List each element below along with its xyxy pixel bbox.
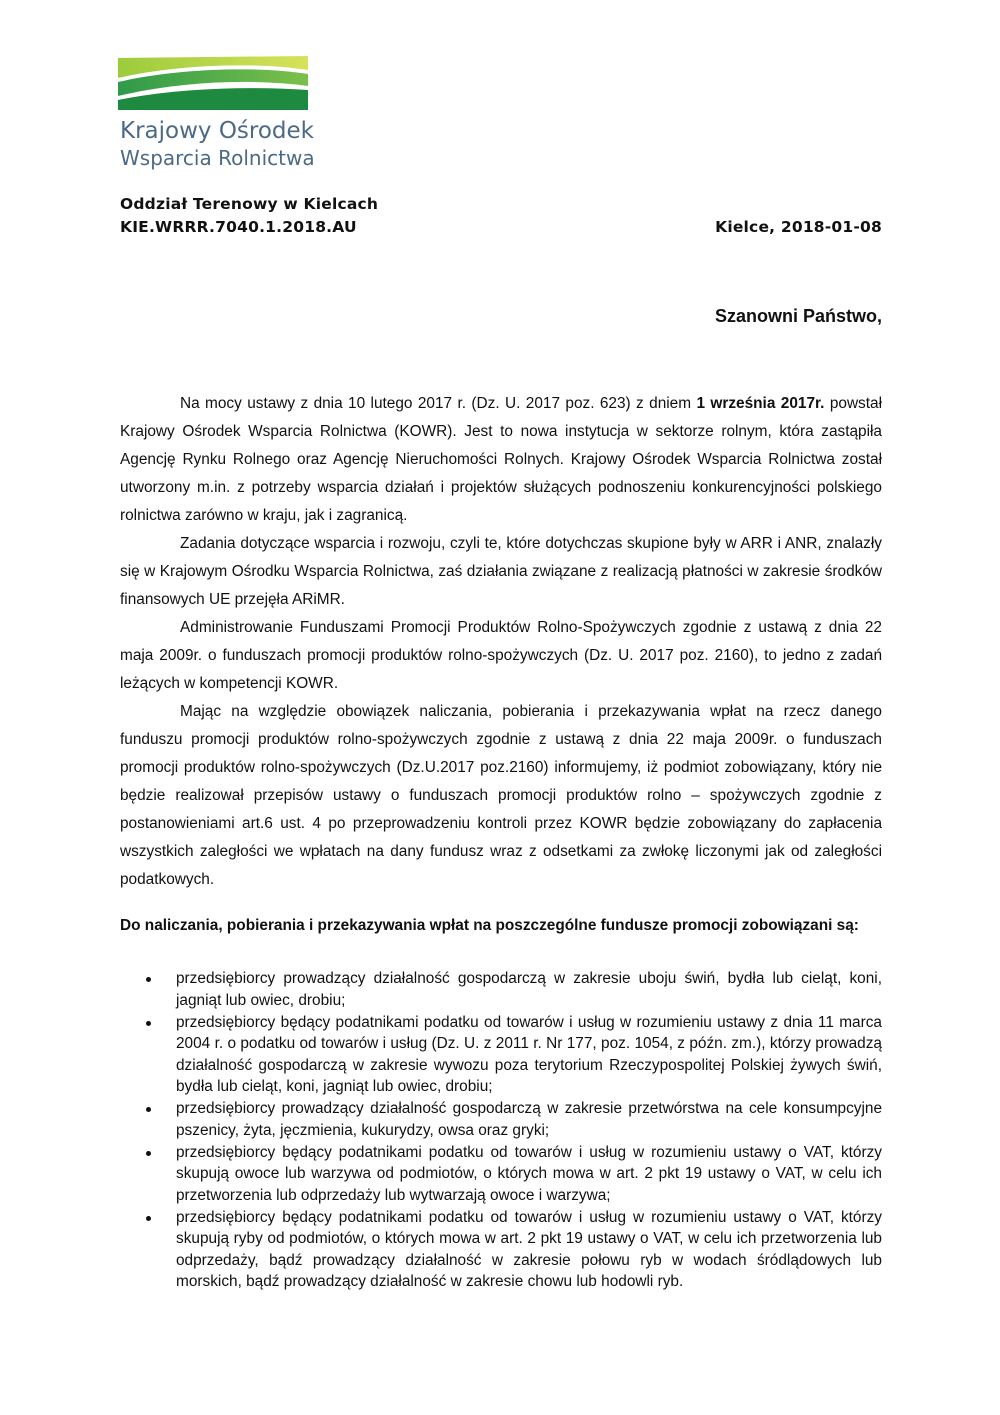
letter-body: [120, 390, 882, 894]
letter-date: Kielce, 2018-01-08: [715, 218, 882, 236]
list-item: [146, 1098, 882, 1141]
bold-date-phrase: 1 września 2017r.: [696, 395, 825, 412]
list-item-text: przedsiębiorcy będący podatnikami podatku od towarów i usług w rozumieniu ustawy z dnia 11 marca 2004 r. o podatku od towarów i usług (Dz. U. z 2011 r. Nr 177, poz. 1054, z późn. zm.), którzy prowadzą działalność gospodarczą w zakresie wywozu poza terytorium Rzeczypospolitej Polskiej żywych świń, bydła lub cieląt, koni, jagniąt lub owiec, drobiu;: [176, 1013, 882, 1095]
reference-number: KIE.WRRR.7040.1.2018.AU: [120, 218, 357, 236]
list-item-text: przedsiębiorcy prowadzący działalność gospodarczą w zakresie uboju świń, bydła lub cieląt, koni, jagniąt lub owiec, drobiu;: [176, 970, 882, 1009]
paragraph-4: Mając na względzie obowiązek naliczania, pobierania i przekazywania wpłat na rzecz danego funduszu promocji produktów rolno-spożywczych zgodnie z ustawą z dnia 22 maja 2009r. o funduszach promocji produktów rolno-spożywczych (Dz.U.2017 poz.2160) informujemy, iż podmiot zobowiązany, który nie będzie realizował przepisów ustawy o funduszach promocji produktów rolno – spożywczych zgodnie z postanowieniami art.6 ust. 4 po przeprowadzeniu kontroli przez KOWR będzie zobowiązany do zapłacenia wszystkich zaległości we wpłatach na dany fundusz wraz z odsetkami za zwłokę liczonymi jak od zaległości podatkowych.: [120, 703, 882, 888]
department-name: Oddział Terenowy w Kielcach: [120, 195, 379, 213]
bullet-icon: [146, 977, 151, 982]
list-item-text: przedsiębiorcy będący podatnikami podatku od towarów i usług w rozumieniu ustawy o VAT, którzy skupują owoce lub warzywa od podmiotów, o których mowa w art. 2 pkt 19 ustawy o VAT, w celu ich przetworzenia lub odprzedaży lub wytwarzają owoce i warzywa;: [176, 1143, 882, 1204]
kowr-logo: [118, 52, 318, 112]
logo-wordmark: [120, 118, 315, 172]
list-item: [146, 1142, 882, 1207]
paragraph-3: Administrowanie Funduszami Promocji Produktów Rolno-Spożywczych zgodnie z ustawą z dnia 22 maja 2009r. o funduszach promocji produktów rolno-spożywczych (Dz. U. 2017 poz. 2160), to jedno z zadań leżących w kompetencji KOWR.: [120, 619, 882, 692]
list-item: [146, 1012, 882, 1098]
obligated-entities-list: [146, 968, 882, 1293]
list-item: [146, 968, 882, 1011]
list-item-text: przedsiębiorcy będący podatnikami podatku od towarów i usług w rozumieniu ustawy o VAT, którzy skupują ryby od podmiotów, o których mowa w art. 2 pkt 19 ustawy o VAT, w celu ich przetworzenia lub odprzedaży, bądź prowadzący działalność w zakresie połowu ryb w wodach śródlądowych lub morskich, bądź prowadzący działalność w zakresie chowu lub hodowli ryb.: [176, 1208, 882, 1290]
logo-graphic: [118, 52, 313, 112]
bullet-icon: [146, 1107, 151, 1112]
bullet-icon: [146, 1021, 151, 1026]
paragraph-1-text: Na mocy ustawy z dnia 10 lutego 2017 r. (Dz. U. 2017 poz. 623) z dniem 1 września 2017r. powstał Krajowy Ośrodek Wsparcia Rolnictwa (KOWR). Jest to nowa instytucja w sektorze rolnym, która zastąpiła Agencję Rynku Rolnego oraz Agencję Nieruchomości Rolnych. Krajowy Ośrodek Wsparcia Rolnictwa został utworzony m.in. z potrzeby wsparcia działań i projektów służących podnoszeniu konkurencyjności polskiego rolnictwa zarówno w kraju, jak i zagranicą.: [120, 395, 883, 524]
bullet-icon: [146, 1151, 151, 1156]
paragraph-2: Zadania dotyczące wsparcia i rozwoju, czyli te, które dotychczas skupione były w ARR i ANR, znalazły się w Krajowym Ośrodku Wsparcia Rolnictwa, zaś działania związane z realizacją płatności w zakresie środków finansowych UE przejęła ARiMR.: [120, 535, 882, 608]
list-item-text: przedsiębiorcy prowadzący działalność gospodarczą w zakresie przetwórstwa na cele konsumpcyjne pszenicy, żyta, jęczmienia, kukurydzy, owsa oraz gryki;: [176, 1100, 882, 1139]
greeting: Szanowni Państwo,: [714, 306, 882, 326]
logo-line-1: Krajowy Ośrodek: [120, 118, 315, 144]
paragraph-1: [120, 390, 882, 530]
bullet-icon: [146, 1216, 151, 1221]
logo-line-2: Wsparcia Rolnictwa: [120, 146, 315, 170]
obligated-entities-heading: Do naliczania, pobierania i przekazywania wpłat na poszczególne fundusze promocji zobowiązani są:: [120, 917, 859, 934]
list-item: [146, 1207, 882, 1293]
